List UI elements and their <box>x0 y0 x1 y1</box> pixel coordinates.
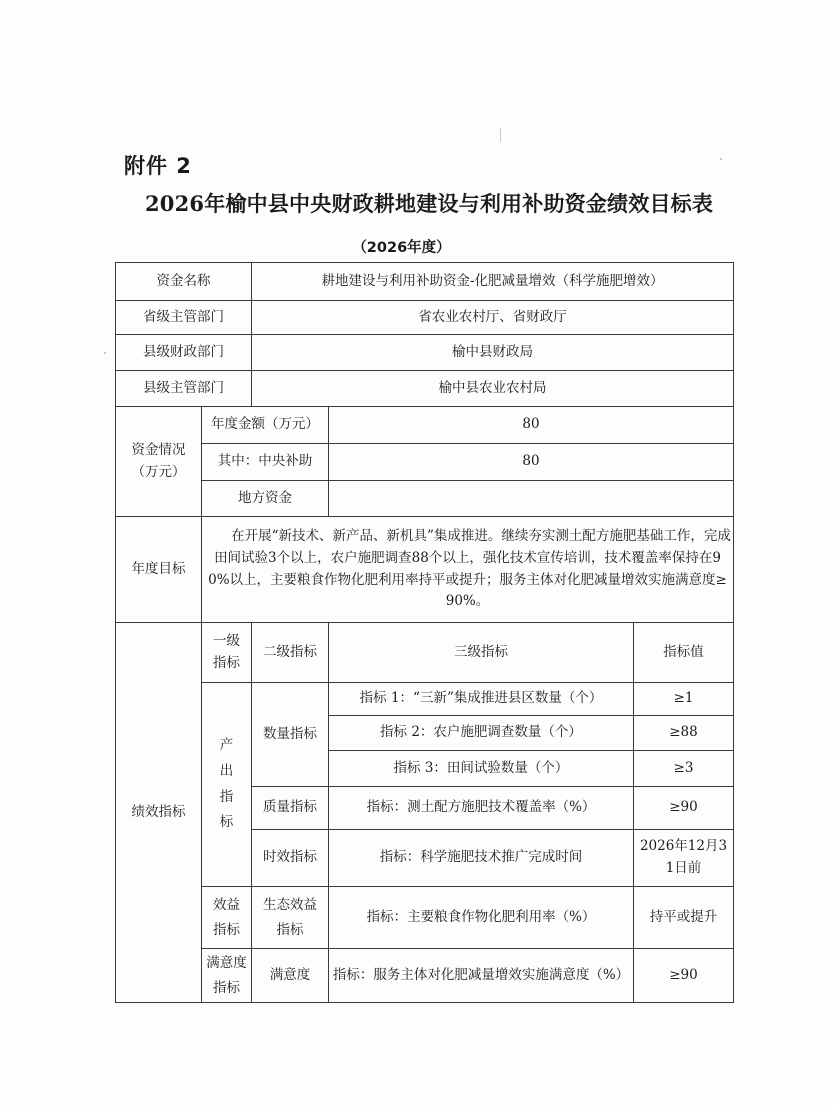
table-row <box>116 623 734 683</box>
scan-mark <box>720 158 722 160</box>
table-row <box>116 407 734 444</box>
eco-benefit-label <box>252 887 329 949</box>
table-row <box>116 683 734 716</box>
table-row <box>116 517 734 623</box>
header-level2: 二级指标 <box>252 623 329 683</box>
eco-item-name: 指标：主要粮食作物化肥利用率（%） <box>329 887 634 949</box>
quality-item-value: ≥90 <box>634 787 734 830</box>
annual-goal-text <box>202 517 734 623</box>
provincial-dept-label: 省级主管部门 <box>116 301 252 335</box>
header-value: 指标值 <box>634 623 734 683</box>
eco-item-value: 持平或提升 <box>634 887 734 949</box>
header-level3: 三级指标 <box>329 623 634 683</box>
quantity-item-1-value: ≥1 <box>634 683 734 716</box>
quantity-item-3-value: ≥3 <box>634 751 734 787</box>
timeliness-indicator-label: 时效指标 <box>252 830 329 887</box>
scan-mark <box>104 352 106 354</box>
local-funds-label: 地方资金 <box>202 481 329 517</box>
annual-goal-label: 年度目标 <box>116 517 202 623</box>
table-row <box>116 444 734 481</box>
table-row <box>116 371 734 407</box>
local-funds-value <box>329 481 734 517</box>
header-level1-text: 一级指标 <box>213 632 240 671</box>
quantity-indicator-label: 数量指标 <box>252 683 329 787</box>
scan-mark <box>500 128 501 142</box>
annual-amount-value: 80 <box>329 407 734 444</box>
table-row <box>116 263 734 301</box>
page-subtitle <box>0 236 833 257</box>
page-title: 2026年榆中县中央财政耕地建设与利用补助资金绩效目标表 <box>145 191 714 216</box>
county-finance-value: 榆中县财政局 <box>252 335 734 371</box>
central-subsidy-label: 其中：中央补助 <box>202 444 329 481</box>
performance-label: 绩效指标 <box>116 623 202 1003</box>
performance-target-table <box>115 262 734 1003</box>
funds-label-text: 资金情况（万元） <box>131 441 186 480</box>
fund-name-value: 耕地建设与利用补助资金-化肥减量增效（科学施肥增效） <box>252 263 734 301</box>
benefit-indicator-label <box>202 887 252 949</box>
county-dept-label: 县级主管部门 <box>116 371 252 407</box>
output-indicator-text: 产出指标 <box>219 737 234 831</box>
satisfaction-indicator-text: 满意度指标 <box>206 955 247 996</box>
satisfaction-sub-label: 满意度 <box>252 949 329 1003</box>
satisfaction-item-value: ≥90 <box>634 949 734 1003</box>
funds-label <box>116 407 202 517</box>
table-row <box>116 335 734 371</box>
quantity-item-2-value: ≥88 <box>634 716 734 751</box>
annual-amount-label: 年度金额（万元） <box>202 407 329 444</box>
timeliness-item-value: 2026年12月31日前 <box>634 830 734 887</box>
quantity-item-1-name: 指标 1：“三新”集成推进县区数量（个） <box>329 683 634 716</box>
satisfaction-item-name: 指标：服务主体对化肥减量增效实施满意度（%） <box>329 949 634 1003</box>
provincial-dept-value: 省农业农村厅、省财政厅 <box>252 301 734 335</box>
satisfaction-indicator-label <box>202 949 252 1003</box>
quality-indicator-label: 质量指标 <box>252 787 329 830</box>
subtitle-text: （2026年度） <box>352 240 451 256</box>
fund-name-label: 资金名称 <box>116 263 252 301</box>
county-dept-value: 榆中县农业农村局 <box>252 371 734 407</box>
attachment-label: 附件 2 <box>124 154 192 178</box>
timeliness-item-name: 指标：科学施肥技术推广完成时间 <box>329 830 634 887</box>
table-row <box>116 949 734 1003</box>
annual-goal-content: 在开展“新技术、新产品、新机具”集成推进。继续夯实测土配方施肥基础工作，完成田间试验3个以上，农户施肥调查88个以上，强化技术宣传培训，技术覆盖率保持在90%以上，主要粮食作物化肥利用率持平或提升；服务主体对化肥减量增效实施满意度≥90%。 <box>208 528 731 610</box>
table-row <box>116 301 734 335</box>
quantity-item-2-name: 指标 2：农户施肥调查数量（个） <box>329 716 634 751</box>
benefit-indicator-text: 效益指标 <box>213 897 240 938</box>
header-level1 <box>202 623 252 683</box>
table-row <box>116 481 734 517</box>
quality-item-name: 指标：测土配方施肥技术覆盖率（%） <box>329 787 634 830</box>
county-finance-label: 县级财政部门 <box>116 335 252 371</box>
eco-benefit-text: 生态效益指标 <box>262 897 317 938</box>
output-indicator-label <box>202 683 252 887</box>
table-row <box>116 887 734 949</box>
quantity-item-3-name: 指标 3：田间试验数量（个） <box>329 751 634 787</box>
central-subsidy-value: 80 <box>329 444 734 481</box>
